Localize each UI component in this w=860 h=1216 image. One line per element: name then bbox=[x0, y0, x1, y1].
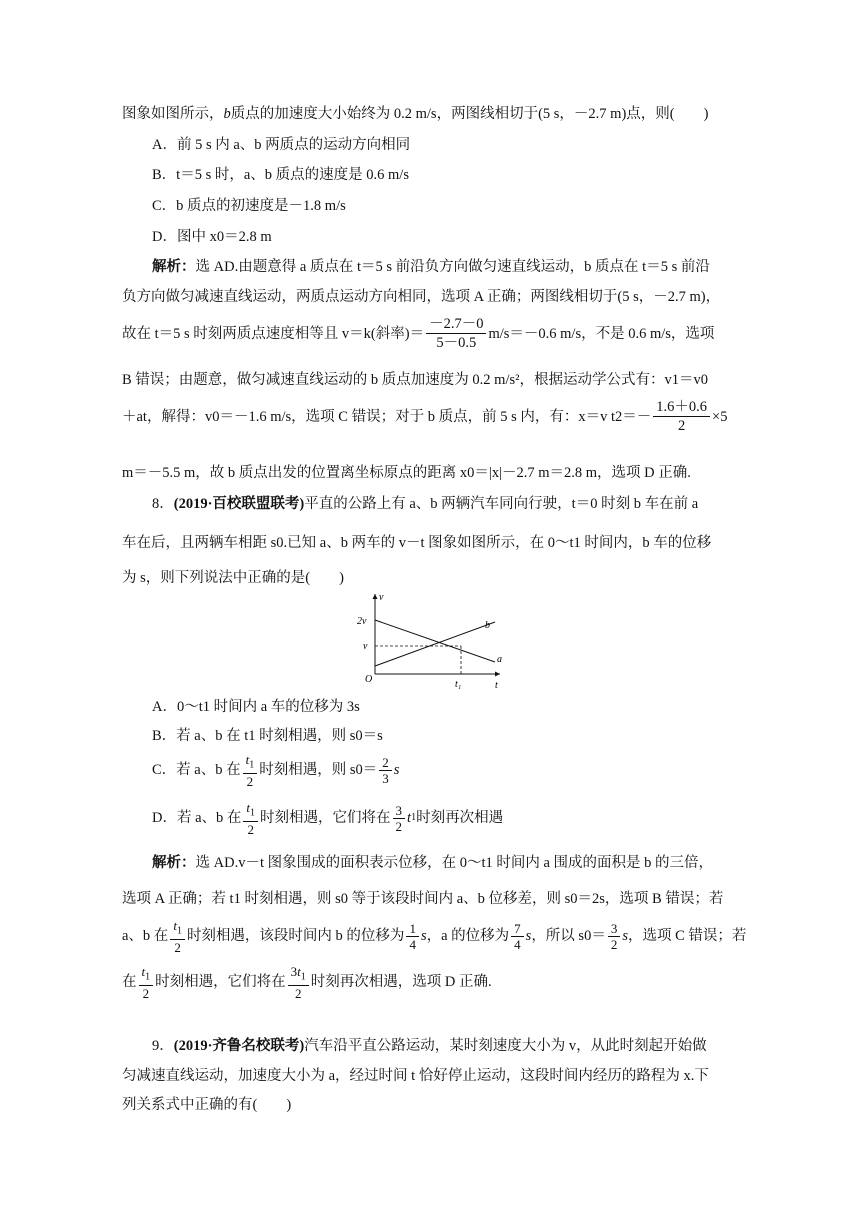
x-axis-label: t bbox=[495, 680, 498, 691]
y-tick-v: v bbox=[363, 641, 368, 652]
q8-stem-line-1: 8．(2019·百校联盟联考)平直的公路上有 a、b 两辆汽车同向行驶，t＝0 时刻 b 车在前 a bbox=[152, 496, 699, 512]
q7-solution-line-5: ＋at，解得：v0＝－1.6 m/s，选项 C 错误；对于 b 质点，前 5 s 内，有：x＝v t2＝－ $\frac{1.6+0.6}{2}$ ×5 bbox=[122, 399, 728, 434]
q8-solution-line-2: 选项 A 正确；若 t1 时刻相遇，则 s0 等于该段时间内 a、b 位移差，则 s0＝2s，选项 B 错误；若 bbox=[122, 891, 724, 907]
x-axis-arrow bbox=[495, 672, 500, 677]
q8-option-c: C．若 a、b 在 $\frac{t_1}{2}$ 时刻相遇，则 s0＝ $\frac{2}{3}$ s bbox=[152, 752, 400, 789]
q9-stem-line-1: 9．(2019·齐鲁名校联考)汽车沿平直公路运动，某时刻速度大小为 v，从此时刻起开始做 bbox=[152, 1038, 707, 1054]
q7-solution-line-6: m＝－5.5 m，故 b 质点出发的位置离坐标原点的距离 x0＝|x|－2.7 m＝2.8 m，选项 D 正确. bbox=[122, 465, 691, 481]
q7-solution-line-1: 解析：选 AD.由题意得 a 质点在 t＝5 s 前沿负方向做匀速直线运动，b 质点在 t＝5 s 前沿 bbox=[152, 259, 710, 275]
q7-solution-line-3: 故在 t＝5 s 时刻两质点速度相等且 v＝k(斜率)＝ $\frac{-2.7-0}{5-0.5}$ m/s＝－0.6 m/s，不是 0.6 m/s，选项 bbox=[122, 316, 715, 351]
q9-stem-line-2: 匀减速直线运动，加速度大小为 a，经过时间 t 恰好停止运动，这段时间内经历的路程为 x.下 bbox=[122, 1068, 709, 1084]
q7-solution-line-2: 负方向做匀减速直线运动，两质点运动方向相同，选项 A 正确；两图线相切于(5 s，－2.7 m)， bbox=[122, 289, 721, 305]
line-b-label: b bbox=[485, 620, 490, 631]
q9-stem-line-3: 列关系式中正确的有( ) bbox=[122, 1097, 292, 1113]
q8-stem-line-2: 车在后，且两辆车相距 s0.已知 a、b 两车的 v－t 图象如图所示，在 0～t1 时间内，b 车的位移 bbox=[122, 535, 712, 551]
y-axis-label: v bbox=[379, 592, 384, 603]
solution-label: 解析： bbox=[152, 259, 196, 275]
q7-option-b: B．t＝5 s 时，a、b 质点的速度是 0.6 m/s bbox=[152, 167, 409, 183]
line-a bbox=[375, 620, 495, 662]
q7-solution-line-4: B 错误；由题意，做匀减速直线运动的 b 质点加速度为 0.2 m/s²，根据运动学公式有：v1＝v0 bbox=[122, 372, 708, 388]
line-b bbox=[375, 622, 495, 666]
average-velocity-fraction: $\frac{1.6+0.6}{2}$ bbox=[653, 398, 710, 435]
q7-option-a: A．前 5 s 内 a、b 两质点的运动方向相同 bbox=[152, 137, 411, 153]
q7-option-d: D．图中 x0＝2.8 m bbox=[152, 229, 272, 245]
q8-option-d: D．若 a、b 在 $\frac{t_1}{2}$ 时刻相遇，它们将在 $\frac{3}{2}$ t 1 时刻再次相遇 bbox=[152, 800, 504, 837]
y-axis-arrow bbox=[373, 594, 378, 599]
x-tick-t1: t₁ bbox=[455, 679, 462, 690]
q8-stem-line-3: 为 s，则下列说法中正确的是( ) bbox=[122, 570, 344, 586]
origin-label: O bbox=[365, 674, 373, 685]
y-tick-2v: 2v bbox=[357, 616, 367, 627]
q8-solution-line-3: a、b 在 $\frac{t_1}{2}$ 时刻相遇，该段时间内 b 的位移为 $\frac{1}{4}$ s ，a 的位移为 $\frac{7}{4}$ s ，所以 s0＝ $\frac{3}{2}$ s ，选项 C 错误；若 bbox=[122, 918, 747, 955]
q8-solution-line-4: 在 $\frac{t_1}{2}$ 时刻相遇，它们将在 $\frac{3t_1}{2}$ 时刻再次相遇，选项 D 正确. bbox=[122, 964, 492, 1001]
line-a-label: a bbox=[497, 654, 502, 665]
vt-graph-figure bbox=[355, 586, 505, 696]
q7-intro-line: 图象如图所示，b质点的加速度大小始终为 0.2 m/s，两图线相切于(5 s，－2.7 m)点，则( ) bbox=[122, 106, 709, 122]
slope-fraction: $\frac{-2.7-0}{5-0.5}$ bbox=[426, 315, 486, 352]
q8-solution-line-1: 解析：选 AD.v－t 图象围成的面积表示位移，在 0～t1 时间内 a 围成的面积是 b 的三倍， bbox=[152, 855, 714, 871]
q7-option-c: C．b 质点的初速度是－1.8 m/s bbox=[152, 198, 346, 214]
q8-option-a: A．0～t1 时间内 a 车的位移为 3s bbox=[152, 699, 360, 715]
q8-option-b: B．若 a、b 在 t1 时刻相遇，则 s0＝s bbox=[152, 728, 383, 744]
